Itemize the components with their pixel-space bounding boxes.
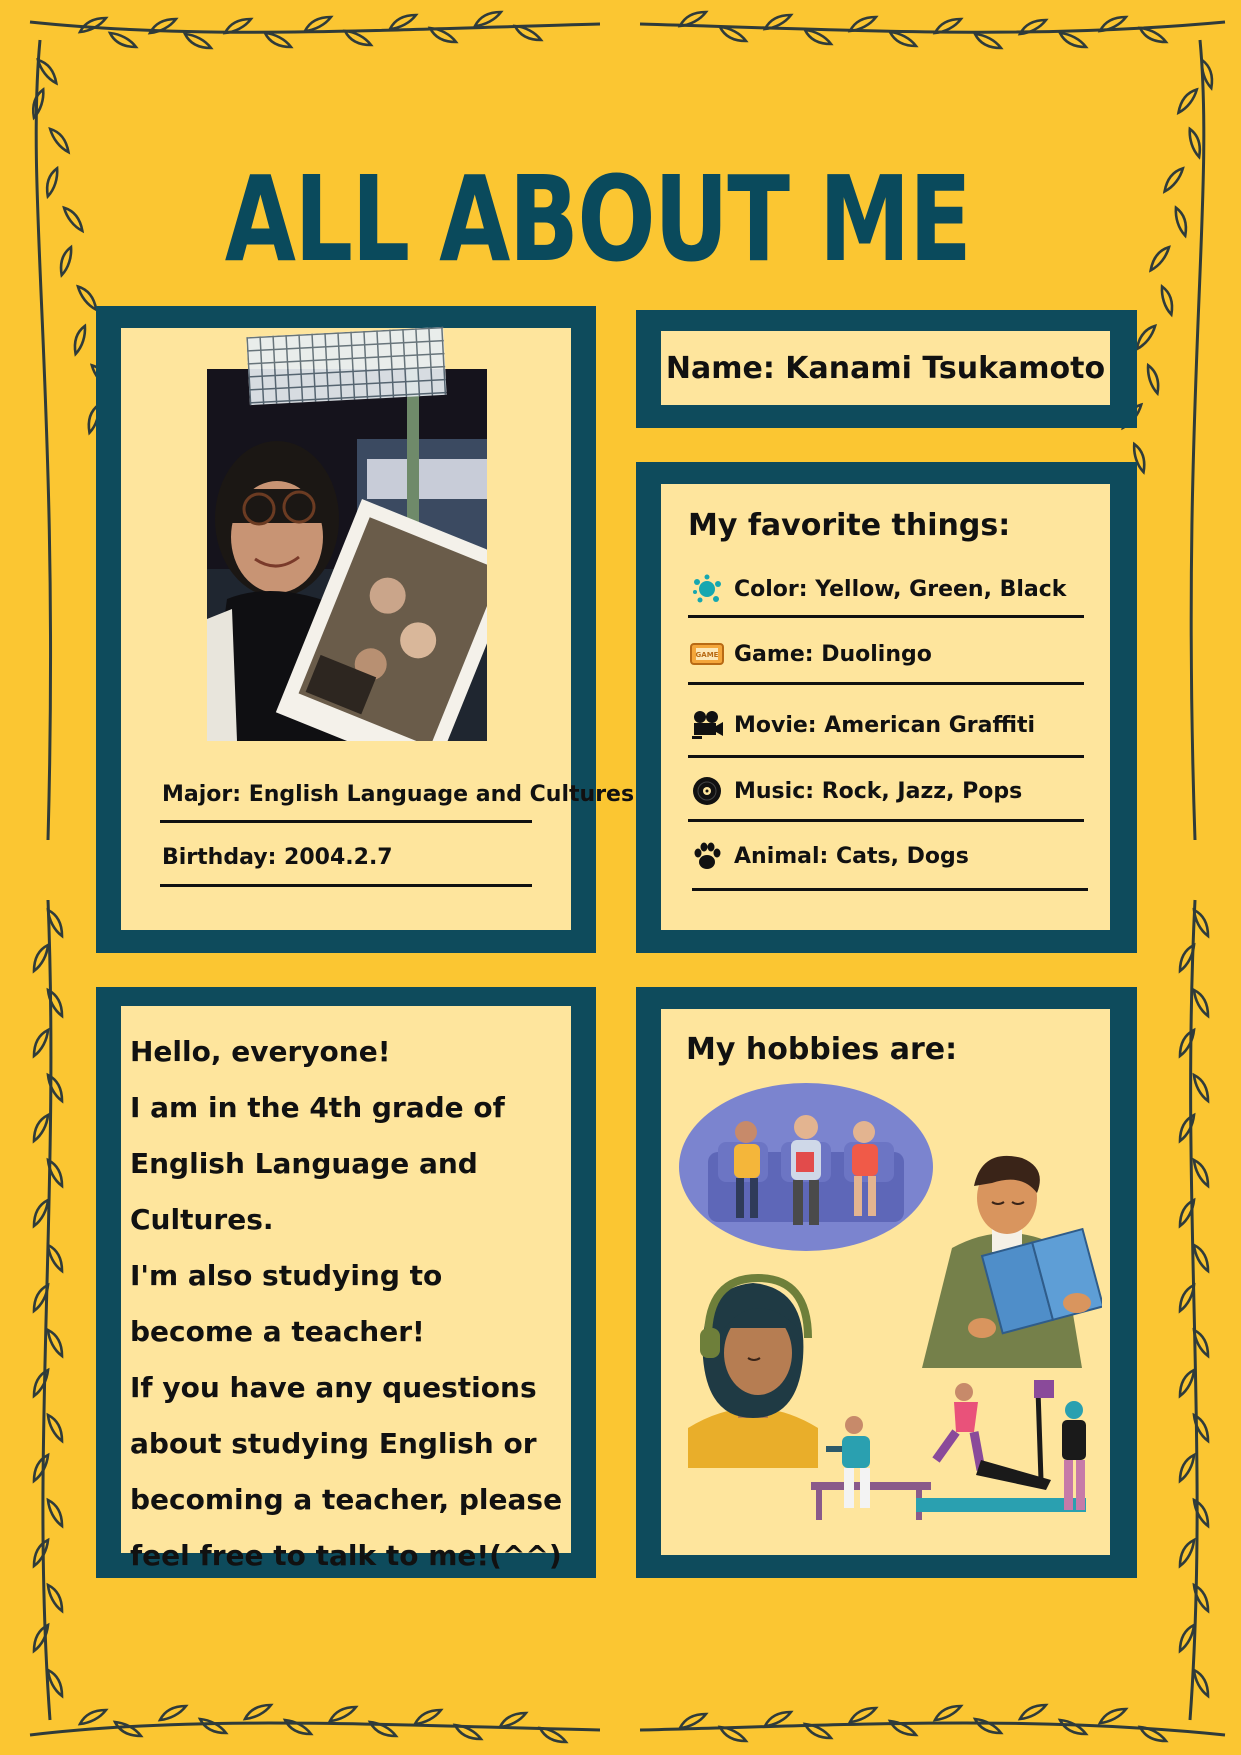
favorite-color-text: Color: Yellow, Green, Black	[734, 576, 1067, 602]
favorite-color	[690, 574, 1066, 604]
movie-camera-icon	[690, 710, 724, 740]
favorite-music-underline	[688, 819, 1084, 822]
name-text: Name: Kanami Tsukamoto	[665, 350, 1106, 386]
favorite-color-underline	[688, 615, 1084, 618]
major-underline	[160, 820, 532, 823]
favorite-animal-text: Animal: Cats, Dogs	[734, 843, 969, 869]
intro-line: Hello, everyone!	[130, 1035, 391, 1068]
birthday-underline	[160, 884, 532, 887]
reading-illustration	[912, 1148, 1102, 1378]
tape-decoration	[246, 327, 446, 405]
favorite-music	[690, 776, 1022, 806]
intro-text	[130, 1024, 570, 1584]
favorites-title: My favorite things:	[688, 508, 1011, 543]
favorite-music-text: Music: Rock, Jazz, Pops	[734, 778, 1023, 804]
hobbies-title: My hobbies are:	[686, 1032, 958, 1067]
birthday-text: Birthday: 2004.2.7	[162, 845, 393, 870]
fitness-illustration	[806, 1380, 1096, 1550]
vinyl-record-icon	[690, 776, 724, 806]
paint-splash-icon	[690, 574, 724, 604]
favorite-game-underline	[688, 682, 1084, 685]
favorite-game-text: Game: Duolingo	[734, 641, 932, 667]
major-text: Major: English Language and Cultures	[162, 782, 635, 807]
favorite-movie-underline	[688, 755, 1084, 758]
favorite-animal	[690, 841, 969, 871]
intro-line: I'm also studying to become a teacher!	[130, 1259, 443, 1348]
svg-text:GAME: GAME	[695, 651, 719, 659]
favorite-game	[690, 639, 932, 669]
page-title: ALL ABOUT ME	[224, 150, 971, 288]
movie-watching-illustration	[678, 1082, 934, 1252]
intro-line: I am in the 4th grade of English Language and Cultures.	[130, 1091, 505, 1236]
favorite-movie	[690, 710, 1035, 740]
game-cartridge-icon	[690, 639, 724, 669]
profile-photo	[207, 369, 487, 741]
favorite-animal-underline	[692, 888, 1088, 891]
paw-print-icon	[690, 841, 724, 871]
intro-line: If you have any questions about studying English or becoming a teacher, please feel free to talk to me!(^^)	[130, 1371, 563, 1572]
favorite-movie-text: Movie: American Graffiti	[734, 712, 1036, 738]
